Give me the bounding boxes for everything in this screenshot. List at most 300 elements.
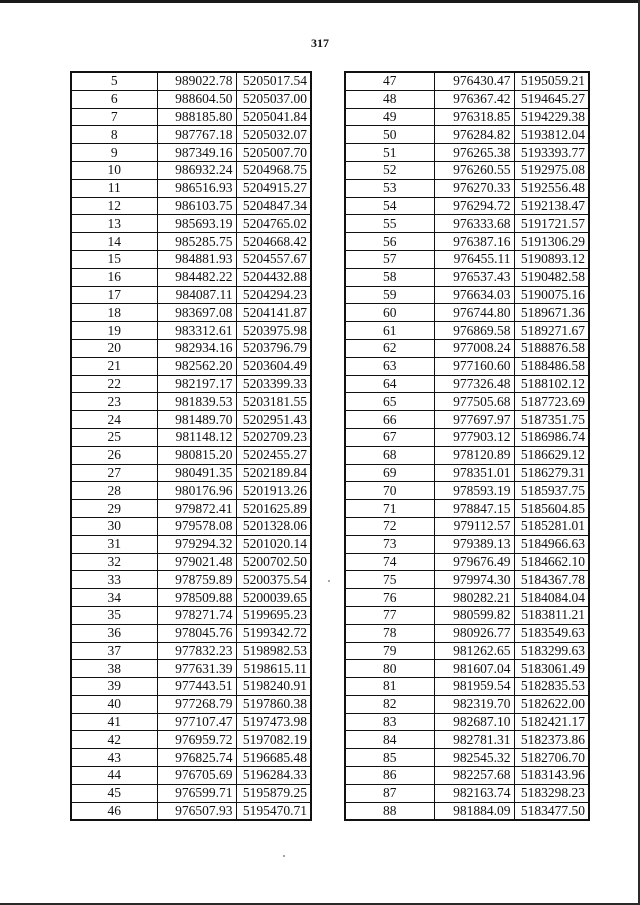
x-coordinate-cell: 985693.19 (157, 215, 236, 233)
y-coordinate-cell: 5199342.72 (236, 624, 311, 642)
point-number-cell: 56 (345, 233, 434, 251)
x-coordinate-cell: 976825.74 (157, 749, 236, 767)
point-number-cell: 5 (71, 72, 157, 90)
x-coordinate-cell: 978120.89 (434, 446, 514, 464)
y-coordinate-cell: 5194229.38 (514, 108, 589, 126)
y-coordinate-cell: 5184966.63 (514, 535, 589, 553)
y-coordinate-cell: 5182421.17 (514, 713, 589, 731)
coordinates-table-right (344, 71, 590, 821)
x-coordinate-cell: 980491.35 (157, 464, 236, 482)
point-number-cell: 74 (345, 553, 434, 571)
point-number-cell: 8 (71, 126, 157, 144)
point-number-cell: 59 (345, 286, 434, 304)
x-coordinate-cell: 977268.79 (157, 695, 236, 713)
y-coordinate-cell: 5187351.75 (514, 411, 589, 429)
table-row (345, 731, 589, 749)
table-row (71, 446, 311, 464)
point-number-cell: 16 (71, 268, 157, 286)
point-number-cell: 22 (71, 375, 157, 393)
y-coordinate-cell: 5203796.79 (236, 339, 311, 357)
x-coordinate-cell: 984881.93 (157, 250, 236, 268)
x-coordinate-cell: 976265.38 (434, 144, 514, 162)
point-number-cell: 70 (345, 482, 434, 500)
table-row (71, 660, 311, 678)
y-coordinate-cell: 5183143.96 (514, 767, 589, 785)
x-coordinate-cell: 977160.60 (434, 357, 514, 375)
point-number-cell: 17 (71, 286, 157, 304)
table-row (345, 660, 589, 678)
y-coordinate-cell: 5187723.69 (514, 393, 589, 411)
x-coordinate-cell: 979389.13 (434, 535, 514, 553)
x-coordinate-cell: 978509.88 (157, 589, 236, 607)
table-row (71, 464, 311, 482)
x-coordinate-cell: 976634.03 (434, 286, 514, 304)
point-number-cell: 47 (345, 72, 434, 90)
point-number-cell: 9 (71, 144, 157, 162)
table-row (71, 375, 311, 393)
y-coordinate-cell: 5183299.63 (514, 642, 589, 660)
x-coordinate-cell: 982257.68 (434, 767, 514, 785)
x-coordinate-cell: 982687.10 (434, 713, 514, 731)
point-number-cell: 72 (345, 517, 434, 535)
x-coordinate-cell: 981148.12 (157, 428, 236, 446)
y-coordinate-cell: 5205007.70 (236, 144, 311, 162)
y-coordinate-cell: 5183061.49 (514, 660, 589, 678)
x-coordinate-cell: 978847.15 (434, 500, 514, 518)
x-coordinate-cell: 980815.20 (157, 446, 236, 464)
point-number-cell: 82 (345, 695, 434, 713)
point-number-cell: 60 (345, 304, 434, 322)
point-number-cell: 11 (71, 179, 157, 197)
point-number-cell: 20 (71, 339, 157, 357)
x-coordinate-cell: 984087.11 (157, 286, 236, 304)
table-row (71, 784, 311, 802)
table-row (345, 286, 589, 304)
table-row (71, 357, 311, 375)
table-row (71, 72, 311, 90)
y-coordinate-cell: 5188876.58 (514, 339, 589, 357)
point-number-cell: 63 (345, 357, 434, 375)
x-coordinate-cell: 979294.32 (157, 535, 236, 553)
point-number-cell: 71 (345, 500, 434, 518)
x-coordinate-cell: 982934.16 (157, 339, 236, 357)
x-coordinate-cell: 976959.72 (157, 731, 236, 749)
table-row (71, 90, 311, 108)
x-coordinate-cell: 984482.22 (157, 268, 236, 286)
x-coordinate-cell: 979872.41 (157, 500, 236, 518)
x-coordinate-cell: 977832.23 (157, 642, 236, 660)
table-row (345, 606, 589, 624)
y-coordinate-cell: 5201328.06 (236, 517, 311, 535)
point-number-cell: 12 (71, 197, 157, 215)
table-row (71, 339, 311, 357)
y-coordinate-cell: 5188486.58 (514, 357, 589, 375)
table-row (345, 411, 589, 429)
table-row (71, 500, 311, 518)
coordinates-table-left-body (71, 72, 311, 820)
point-number-cell: 32 (71, 553, 157, 571)
y-coordinate-cell: 5204847.34 (236, 197, 311, 215)
point-number-cell: 62 (345, 339, 434, 357)
x-coordinate-cell: 977903.12 (434, 428, 514, 446)
point-number-cell: 55 (345, 215, 434, 233)
point-number-cell: 66 (345, 411, 434, 429)
x-coordinate-cell: 989022.78 (157, 72, 236, 90)
x-coordinate-cell: 981489.70 (157, 411, 236, 429)
table-row (345, 179, 589, 197)
x-coordinate-cell: 977008.24 (434, 339, 514, 357)
point-number-cell: 87 (345, 784, 434, 802)
table-row (345, 553, 589, 571)
x-coordinate-cell: 976367.42 (434, 90, 514, 108)
table-row (71, 589, 311, 607)
page-number: 317 (311, 36, 329, 50)
y-coordinate-cell: 5202189.84 (236, 464, 311, 482)
point-number-cell: 46 (71, 802, 157, 820)
x-coordinate-cell: 979021.48 (157, 553, 236, 571)
point-number-cell: 73 (345, 535, 434, 553)
y-coordinate-cell: 5186629.12 (514, 446, 589, 464)
y-coordinate-cell: 5203975.98 (236, 322, 311, 340)
y-coordinate-cell: 5192138.47 (514, 197, 589, 215)
y-coordinate-cell: 5189671.36 (514, 304, 589, 322)
point-number-cell: 88 (345, 802, 434, 820)
table-row (345, 695, 589, 713)
y-coordinate-cell: 5193393.77 (514, 144, 589, 162)
y-coordinate-cell: 5195879.25 (236, 784, 311, 802)
point-number-cell: 14 (71, 233, 157, 251)
x-coordinate-cell: 978351.01 (434, 464, 514, 482)
table-row (71, 642, 311, 660)
point-number-cell: 54 (345, 197, 434, 215)
x-coordinate-cell: 981884.09 (434, 802, 514, 820)
point-number-cell: 51 (345, 144, 434, 162)
x-coordinate-cell: 976537.43 (434, 268, 514, 286)
table-row (345, 678, 589, 696)
y-coordinate-cell: 5192975.08 (514, 161, 589, 179)
y-coordinate-cell: 5189271.67 (514, 322, 589, 340)
y-coordinate-cell: 5200039.65 (236, 589, 311, 607)
table-row (345, 215, 589, 233)
table-row (345, 482, 589, 500)
x-coordinate-cell: 979578.08 (157, 517, 236, 535)
x-coordinate-cell: 976744.80 (434, 304, 514, 322)
table-row (345, 571, 589, 589)
y-coordinate-cell: 5205017.54 (236, 72, 311, 90)
y-coordinate-cell: 5202951.43 (236, 411, 311, 429)
table-row (345, 72, 589, 90)
y-coordinate-cell: 5183549.63 (514, 624, 589, 642)
table-row (71, 108, 311, 126)
table-row (345, 749, 589, 767)
y-coordinate-cell: 5201020.14 (236, 535, 311, 553)
table-row (345, 642, 589, 660)
y-coordinate-cell: 5183477.50 (514, 802, 589, 820)
x-coordinate-cell: 977107.47 (157, 713, 236, 731)
y-coordinate-cell: 5197082.19 (236, 731, 311, 749)
y-coordinate-cell: 5202455.27 (236, 446, 311, 464)
table-row (71, 749, 311, 767)
x-coordinate-cell: 978759.89 (157, 571, 236, 589)
point-number-cell: 86 (345, 767, 434, 785)
x-coordinate-cell: 981959.54 (434, 678, 514, 696)
y-coordinate-cell: 5182835.53 (514, 678, 589, 696)
point-number-cell: 19 (71, 322, 157, 340)
table-row (345, 535, 589, 553)
x-coordinate-cell: 986516.93 (157, 179, 236, 197)
table-row (345, 517, 589, 535)
table-row (345, 713, 589, 731)
table-row (71, 731, 311, 749)
table-row (345, 589, 589, 607)
table-row (345, 784, 589, 802)
x-coordinate-cell: 978593.19 (434, 482, 514, 500)
y-coordinate-cell: 5201913.26 (236, 482, 311, 500)
table-row (345, 233, 589, 251)
point-number-cell: 75 (345, 571, 434, 589)
y-coordinate-cell: 5204432.88 (236, 268, 311, 286)
x-coordinate-cell: 986103.75 (157, 197, 236, 215)
y-coordinate-cell: 5204668.42 (236, 233, 311, 251)
x-coordinate-cell: 982163.74 (434, 784, 514, 802)
x-coordinate-cell: 977505.68 (434, 393, 514, 411)
point-number-cell: 34 (71, 589, 157, 607)
x-coordinate-cell: 976507.93 (157, 802, 236, 820)
point-number-cell: 24 (71, 411, 157, 429)
point-number-cell: 6 (71, 90, 157, 108)
table-row (345, 197, 589, 215)
table-row (71, 197, 311, 215)
y-coordinate-cell: 5191306.29 (514, 233, 589, 251)
x-coordinate-cell: 979112.57 (434, 517, 514, 535)
y-coordinate-cell: 5196284.33 (236, 767, 311, 785)
x-coordinate-cell: 976318.85 (434, 108, 514, 126)
point-number-cell: 38 (71, 660, 157, 678)
point-number-cell: 84 (345, 731, 434, 749)
table-row (71, 268, 311, 286)
y-coordinate-cell: 5204141.87 (236, 304, 311, 322)
point-number-cell: 37 (71, 642, 157, 660)
x-coordinate-cell: 982545.32 (434, 749, 514, 767)
table-row (345, 90, 589, 108)
point-number-cell: 83 (345, 713, 434, 731)
y-coordinate-cell: 5203181.55 (236, 393, 311, 411)
y-coordinate-cell: 5188102.12 (514, 375, 589, 393)
table-row (345, 161, 589, 179)
x-coordinate-cell: 978045.76 (157, 624, 236, 642)
table-row (345, 339, 589, 357)
table-row (71, 233, 311, 251)
point-number-cell: 27 (71, 464, 157, 482)
point-number-cell: 68 (345, 446, 434, 464)
x-coordinate-cell: 980926.77 (434, 624, 514, 642)
point-number-cell: 33 (71, 571, 157, 589)
table-row (71, 802, 311, 820)
point-number-cell: 53 (345, 179, 434, 197)
point-number-cell: 10 (71, 161, 157, 179)
point-number-cell: 40 (71, 695, 157, 713)
y-coordinate-cell: 5199695.23 (236, 606, 311, 624)
point-number-cell: 64 (345, 375, 434, 393)
scan-speck (283, 855, 285, 857)
table-row (345, 464, 589, 482)
point-number-cell: 61 (345, 322, 434, 340)
x-coordinate-cell: 983697.08 (157, 304, 236, 322)
table-row (71, 250, 311, 268)
x-coordinate-cell: 982781.31 (434, 731, 514, 749)
point-number-cell: 52 (345, 161, 434, 179)
x-coordinate-cell: 981262.65 (434, 642, 514, 660)
table-row (345, 304, 589, 322)
point-number-cell: 79 (345, 642, 434, 660)
table-row (345, 108, 589, 126)
x-coordinate-cell: 985285.75 (157, 233, 236, 251)
x-coordinate-cell: 976294.72 (434, 197, 514, 215)
point-number-cell: 50 (345, 126, 434, 144)
table-row (345, 250, 589, 268)
y-coordinate-cell: 5204765.02 (236, 215, 311, 233)
y-coordinate-cell: 5198982.53 (236, 642, 311, 660)
y-coordinate-cell: 5193812.04 (514, 126, 589, 144)
x-coordinate-cell: 976869.58 (434, 322, 514, 340)
point-number-cell: 28 (71, 482, 157, 500)
x-coordinate-cell: 979974.30 (434, 571, 514, 589)
point-number-cell: 76 (345, 589, 434, 607)
point-number-cell: 21 (71, 357, 157, 375)
y-coordinate-cell: 5185604.85 (514, 500, 589, 518)
y-coordinate-cell: 5184367.78 (514, 571, 589, 589)
table-row (71, 553, 311, 571)
table-row (71, 215, 311, 233)
table-row (345, 144, 589, 162)
y-coordinate-cell: 5186279.31 (514, 464, 589, 482)
point-number-cell: 25 (71, 428, 157, 446)
x-coordinate-cell: 976705.69 (157, 767, 236, 785)
y-coordinate-cell: 5184662.10 (514, 553, 589, 571)
point-number-cell: 78 (345, 624, 434, 642)
x-coordinate-cell: 976455.11 (434, 250, 514, 268)
y-coordinate-cell: 5200702.50 (236, 553, 311, 571)
x-coordinate-cell: 980599.82 (434, 606, 514, 624)
table-row (71, 482, 311, 500)
y-coordinate-cell: 5198615.11 (236, 660, 311, 678)
table-row (345, 446, 589, 464)
y-coordinate-cell: 5201625.89 (236, 500, 311, 518)
table-row (71, 713, 311, 731)
x-coordinate-cell: 976599.71 (157, 784, 236, 802)
point-number-cell: 85 (345, 749, 434, 767)
y-coordinate-cell: 5184084.04 (514, 589, 589, 607)
point-number-cell: 69 (345, 464, 434, 482)
point-number-cell: 65 (345, 393, 434, 411)
y-coordinate-cell: 5204557.67 (236, 250, 311, 268)
table-row (71, 161, 311, 179)
table-row (345, 357, 589, 375)
y-coordinate-cell: 5195059.21 (514, 72, 589, 90)
y-coordinate-cell: 5203604.49 (236, 357, 311, 375)
table-row (71, 571, 311, 589)
x-coordinate-cell: 980176.96 (157, 482, 236, 500)
y-coordinate-cell: 5197473.98 (236, 713, 311, 731)
point-number-cell: 42 (71, 731, 157, 749)
y-coordinate-cell: 5182373.86 (514, 731, 589, 749)
table-row (345, 500, 589, 518)
x-coordinate-cell: 983312.61 (157, 322, 236, 340)
x-coordinate-cell: 981839.53 (157, 393, 236, 411)
table-row (71, 624, 311, 642)
table-row (71, 304, 311, 322)
table-row (71, 517, 311, 535)
table-row (71, 144, 311, 162)
x-coordinate-cell: 987767.18 (157, 126, 236, 144)
y-coordinate-cell: 5204294.23 (236, 286, 311, 304)
table-row (345, 802, 589, 820)
y-coordinate-cell: 5195470.71 (236, 802, 311, 820)
x-coordinate-cell: 982319.70 (434, 695, 514, 713)
y-coordinate-cell: 5182622.00 (514, 695, 589, 713)
y-coordinate-cell: 5183298.23 (514, 784, 589, 802)
table-row (345, 375, 589, 393)
point-number-cell: 30 (71, 517, 157, 535)
x-coordinate-cell: 988185.80 (157, 108, 236, 126)
x-coordinate-cell: 981607.04 (434, 660, 514, 678)
y-coordinate-cell: 5205037.00 (236, 90, 311, 108)
point-number-cell: 35 (71, 606, 157, 624)
point-number-cell: 29 (71, 500, 157, 518)
table-row (71, 606, 311, 624)
scan-speck (328, 580, 330, 582)
y-coordinate-cell: 5190893.12 (514, 250, 589, 268)
table-row (71, 286, 311, 304)
y-coordinate-cell: 5202709.23 (236, 428, 311, 446)
point-number-cell: 77 (345, 606, 434, 624)
point-number-cell: 67 (345, 428, 434, 446)
point-number-cell: 80 (345, 660, 434, 678)
x-coordinate-cell: 987349.16 (157, 144, 236, 162)
y-coordinate-cell: 5190482.58 (514, 268, 589, 286)
point-number-cell: 58 (345, 268, 434, 286)
y-coordinate-cell: 5185281.01 (514, 517, 589, 535)
x-coordinate-cell: 976387.16 (434, 233, 514, 251)
table-row (71, 695, 311, 713)
coordinates-table-left (70, 71, 312, 821)
table-row (71, 428, 311, 446)
x-coordinate-cell: 982197.17 (157, 375, 236, 393)
table-row (71, 126, 311, 144)
table-row (345, 428, 589, 446)
table-row (345, 624, 589, 642)
y-coordinate-cell: 5204968.75 (236, 161, 311, 179)
x-coordinate-cell: 977631.39 (157, 660, 236, 678)
table-row (71, 767, 311, 785)
y-coordinate-cell: 5200375.54 (236, 571, 311, 589)
y-coordinate-cell: 5192556.48 (514, 179, 589, 197)
y-coordinate-cell: 5185937.75 (514, 482, 589, 500)
table-row (71, 678, 311, 696)
point-number-cell: 41 (71, 713, 157, 731)
point-number-cell: 43 (71, 749, 157, 767)
x-coordinate-cell: 986932.24 (157, 161, 236, 179)
table-row (345, 393, 589, 411)
y-coordinate-cell: 5183811.21 (514, 606, 589, 624)
y-coordinate-cell: 5197860.38 (236, 695, 311, 713)
x-coordinate-cell: 976430.47 (434, 72, 514, 90)
table-row (71, 322, 311, 340)
point-number-cell: 15 (71, 250, 157, 268)
table-row (71, 535, 311, 553)
table-row (345, 322, 589, 340)
y-coordinate-cell: 5186986.74 (514, 428, 589, 446)
